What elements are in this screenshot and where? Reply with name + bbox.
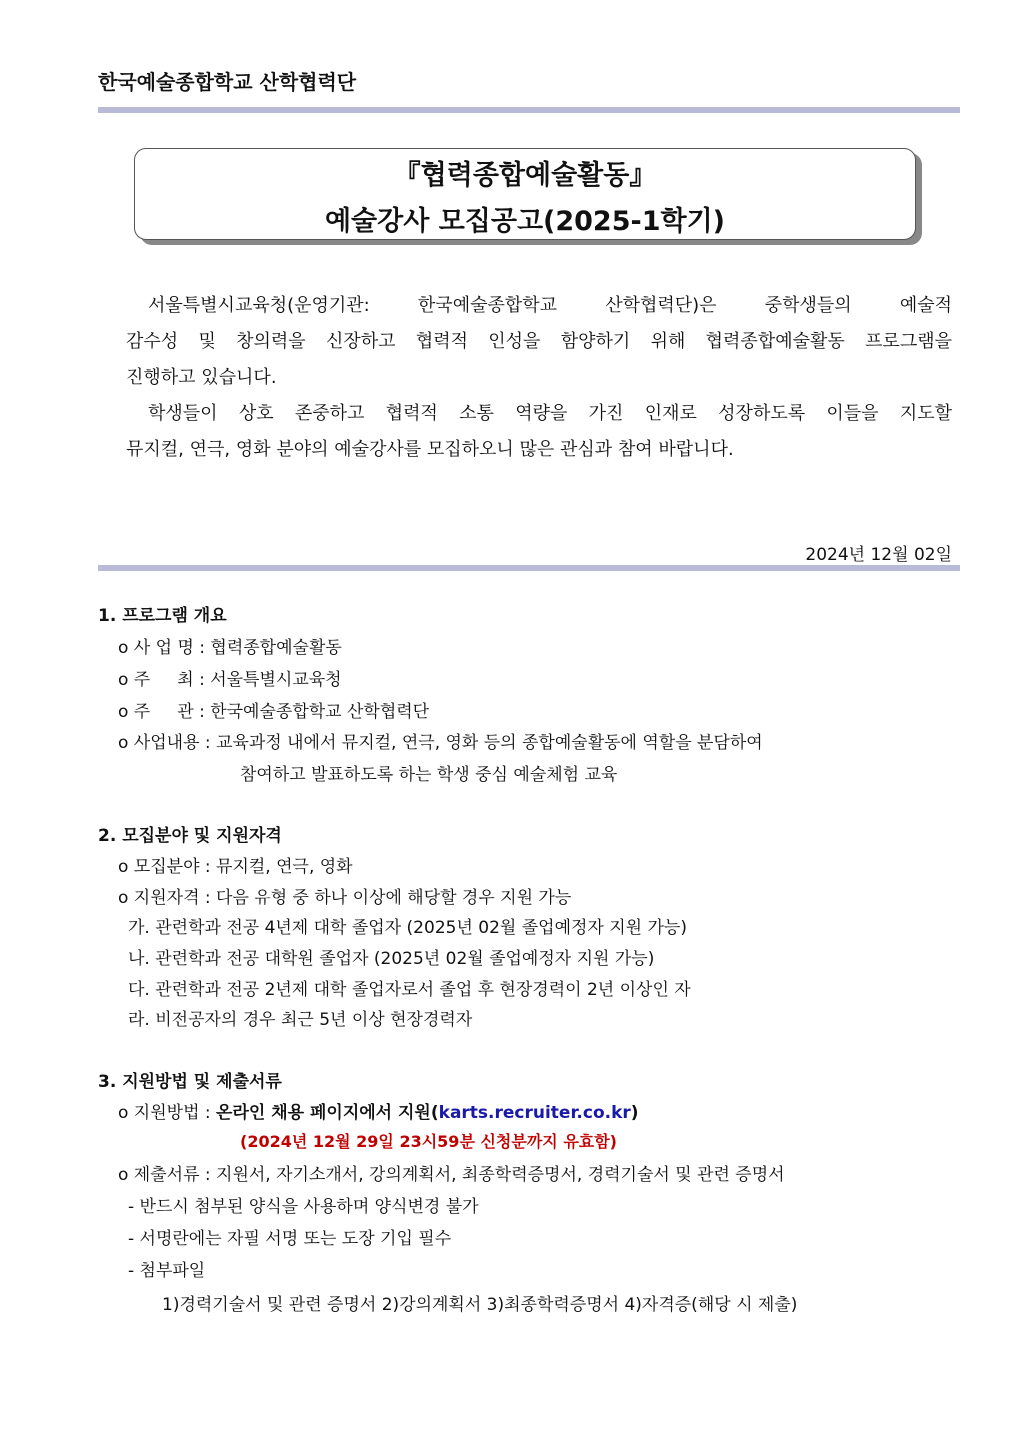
section-2-item: o 지원자격 : 다음 유형 중 하나 이상에 해당할 경우 지원 가능 <box>118 888 572 908</box>
qualification-item: 가. 관련학과 전공 4년제 대학 졸업자 (2025년 02월 졸업예정자 지원 가능) <box>128 918 687 938</box>
intro-line: 감수성 및 창의력을 신장하고 협력적 인성을 함양하기 위해 협력종합예술활동 프로그램을 <box>126 331 952 352</box>
method-value: 온라인 채용 페이지에서 지원 <box>216 1103 431 1123</box>
section-2-heading: 2. 모집분야 및 지원자격 <box>98 826 282 846</box>
section-1-item: o 사업내용 : 교육과정 내에서 뮤지컬, 연극, 영화 등의 종합예술활동에 역할을 분담하여 <box>118 733 763 753</box>
announcement-date: 2024년 12월 02일 <box>805 545 952 565</box>
recruit-link[interactable]: karts.recruiter.co.kr <box>438 1103 631 1123</box>
application-method <box>118 1098 639 1123</box>
section-1-continuation: 참여하고 발표하도록 하는 학생 중심 예술체험 교육 <box>240 765 618 785</box>
intro-line: 뮤지컬, 연극, 영화 분야의 예술강사를 모집하오니 많은 관심과 참여 바랍니다. <box>126 439 734 460</box>
header-divider <box>98 107 960 113</box>
date-divider <box>98 565 960 571</box>
required-documents: o 제출서류 : 지원서, 자기소개서, 강의계획서, 최종학력증명서, 경력기술서 및 관련 증명서 <box>118 1165 785 1185</box>
paren-close: ) <box>630 1103 639 1123</box>
qualification-item: 다. 관련학과 전공 2년제 대학 졸업자로서 졸업 후 현장경력이 2년 이상인 자 <box>128 980 691 1000</box>
intro-line: 진행하고 있습니다. <box>126 367 277 388</box>
section-3-heading: 3. 지원방법 및 제출서류 <box>98 1072 282 1092</box>
intro-line: 서울특별시교육청(운영기관: 한국예술종합학교 산학협력단)은 중학생들의 예술적 <box>148 295 952 316</box>
section-1-item: o 사 업 명 : 협력종합예술활동 <box>118 638 342 658</box>
deadline-notice: (2024년 12월 29일 23시59분 신청분까지 유효함) <box>240 1132 617 1151</box>
title-line-1: 『협력종합예술활동』 <box>393 160 657 191</box>
title-box <box>134 148 916 240</box>
section-1-heading: 1. 프로그램 개요 <box>98 606 227 626</box>
document-note: - 반드시 첨부된 양식을 사용하며 양식변경 불가 <box>128 1197 479 1217</box>
organization-name: 한국예술종합학교 산학협력단 <box>98 70 357 94</box>
document-note: - 서명란에는 자필 서명 또는 도장 기입 필수 <box>128 1229 452 1249</box>
document-note: - 첨부파일 <box>128 1261 206 1281</box>
intro-text <box>126 288 952 468</box>
intro-line: 학생들이 상호 존중하고 협력적 소통 역량을 가진 인재로 성장하도록 이들을 지도할 <box>148 403 952 424</box>
paren-open: ( <box>430 1103 439 1123</box>
title-line-2: 예술강사 모집공고(2025-1학기) <box>324 206 726 237</box>
attachment-list: 1)경력기술서 및 관련 증명서 2)강의계획서 3)최종학력증명서 4)자격증(해당 시 제출) <box>162 1295 798 1315</box>
section-1-item: o 주 최 : 서울특별시교육청 <box>118 670 342 690</box>
qualification-item: 나. 관련학과 전공 대학원 졸업자 (2025년 02월 졸업예정자 지원 가능) <box>128 949 655 969</box>
qualification-item: 라. 비전공자의 경우 최근 5년 이상 현장경력자 <box>128 1010 473 1030</box>
section-2-item: o 모집분야 : 뮤지컬, 연극, 영화 <box>118 857 353 877</box>
method-label: o 지원방법 : <box>118 1103 217 1123</box>
section-1-item: o 주 관 : 한국예술종합학교 산학협력단 <box>118 702 430 722</box>
